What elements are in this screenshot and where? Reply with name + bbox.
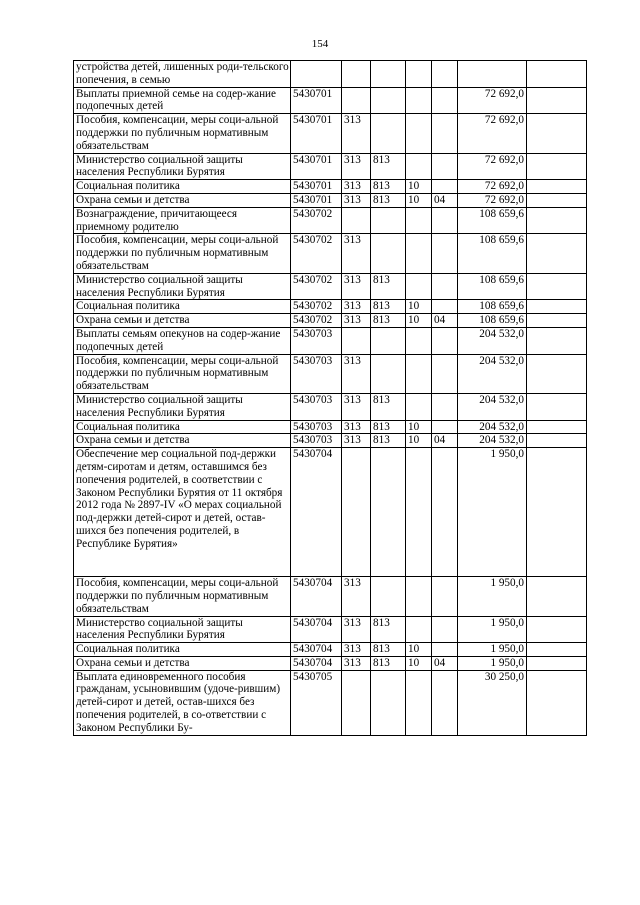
row-amount-cell [458,61,527,88]
row-name-cell: Министерство социальной защиты населения Республики Бурятия [74,393,291,420]
row-extra-cell [527,234,587,273]
row-name-cell: Социальная политика [74,300,291,314]
row-ministry-cell [371,327,406,354]
row-code-cell: 5430704 [291,577,342,616]
row-ministry-cell: 813 [371,180,406,194]
row-ministry-cell: 813 [371,273,406,300]
row-section-cell: 10 [406,420,432,434]
row-subsection-cell [432,273,458,300]
row-amount-cell: 30 250,0 [458,670,527,735]
row-name-cell: Министерство социальной защиты населения Республики Бурятия [74,273,291,300]
page-number: 154 [311,38,329,50]
row-type-cell [342,448,371,577]
row-type-cell [342,327,371,354]
row-subsection-cell [432,577,458,616]
row-subsection-cell [432,153,458,180]
row-ministry-cell: 813 [371,300,406,314]
row-extra-cell [527,434,587,448]
row-extra-cell [527,153,587,180]
row-amount-cell: 72 692,0 [458,180,527,194]
row-name-cell: Охрана семьи и детства [74,193,291,207]
row-code-cell: 5430703 [291,393,342,420]
row-type-cell [342,61,371,88]
row-extra-cell [527,193,587,207]
row-type-cell: 313 [342,300,371,314]
row-subsection-cell: 04 [432,656,458,670]
row-ministry-cell [371,670,406,735]
row-extra-cell [527,180,587,194]
row-code-cell: 5430703 [291,354,342,393]
row-ministry-cell [371,87,406,114]
row-extra-cell [527,577,587,616]
table-row [74,393,587,420]
row-name-cell: Выплаты приемной семье на содер-жание подопечных детей [74,87,291,114]
row-type-cell: 313 [342,656,371,670]
row-type-cell: 313 [342,577,371,616]
row-amount-cell: 204 532,0 [458,434,527,448]
row-extra-cell [527,300,587,314]
row-section-cell [406,393,432,420]
row-type-cell: 313 [342,234,371,273]
row-code-cell [291,61,342,88]
row-code-cell: 5430704 [291,448,342,577]
row-amount-cell: 72 692,0 [458,87,527,114]
table-row [74,234,587,273]
row-code-cell: 5430701 [291,114,342,153]
row-section-cell: 10 [406,193,432,207]
row-extra-cell [527,420,587,434]
row-name-cell: Охрана семьи и детства [74,656,291,670]
row-code-cell: 5430705 [291,670,342,735]
table-row [74,314,587,328]
row-section-cell [406,448,432,577]
row-name-cell: Министерство социальной защиты населения Республики Бурятия [74,153,291,180]
row-code-cell: 5430701 [291,87,342,114]
table-row [74,153,587,180]
table-row [74,656,587,670]
row-type-cell: 313 [342,643,371,657]
table-row [74,300,587,314]
row-ministry-cell: 813 [371,616,406,643]
row-name-cell: Охрана семьи и детства [74,434,291,448]
table-row [74,327,587,354]
row-type-cell: 313 [342,420,371,434]
row-section-cell [406,327,432,354]
row-code-cell: 5430701 [291,193,342,207]
row-type-cell [342,207,371,234]
row-extra-cell [527,643,587,657]
table-row [74,643,587,657]
row-subsection-cell: 04 [432,434,458,448]
row-amount-cell: 72 692,0 [458,114,527,153]
row-section-cell [406,61,432,88]
row-name-cell: Социальная политика [74,643,291,657]
row-code-cell: 5430702 [291,273,342,300]
table-row [74,114,587,153]
row-type-cell: 313 [342,180,371,194]
row-type-cell: 313 [342,273,371,300]
row-type-cell: 313 [342,616,371,643]
row-ministry-cell [371,577,406,616]
row-subsection-cell [432,327,458,354]
row-subsection-cell: 04 [432,193,458,207]
row-name-cell: Пособия, компенсации, меры соци-альной поддержки по публичным нормативным обязательствам [74,577,291,616]
row-subsection-cell [432,300,458,314]
row-subsection-cell [432,643,458,657]
row-section-cell [406,670,432,735]
table-row [74,180,587,194]
row-type-cell: 313 [342,114,371,153]
row-extra-cell [527,656,587,670]
row-section-cell [406,87,432,114]
row-extra-cell [527,273,587,300]
row-amount-cell: 1 950,0 [458,616,527,643]
row-section-cell [406,207,432,234]
row-code-cell: 5430704 [291,643,342,657]
row-amount-cell: 72 692,0 [458,193,527,207]
row-name-cell: Выплата единовременного пособия гражданам, усыновившим (удоче-рившим) детей-сирот и детей, остав-шихся без попечения родителей, в со-ответствии с Законом Республики Бу- [74,670,291,735]
row-ministry-cell: 813 [371,643,406,657]
row-extra-cell [527,61,587,88]
table-row [74,207,587,234]
row-extra-cell [527,114,587,153]
table-row [74,61,587,88]
row-section-cell [406,616,432,643]
row-section-cell: 10 [406,180,432,194]
row-name-cell: Обеспечение мер социальной под-держки детям-сиротам и детям, оставшимся без попечения родителей, в соответствии с Законом Республики Бурятия от 11 октября 2012 года № 2897-IV «О мерах социальной под-держки детей-сирот и детей, остав-шихся без попечения родителей, в Республике Бурятия» [74,448,291,577]
row-amount-cell: 108 659,6 [458,273,527,300]
row-name-cell: Пособия, компенсации, меры соци-альной поддержки по публичным нормативным обязательствам [74,354,291,393]
table-row [74,354,587,393]
row-name-cell: Вознаграждение, причитающееся приемному родителю [74,207,291,234]
row-ministry-cell: 813 [371,314,406,328]
row-section-cell [406,153,432,180]
row-section-cell [406,273,432,300]
row-amount-cell: 108 659,6 [458,314,527,328]
row-type-cell: 313 [342,193,371,207]
row-amount-cell: 1 950,0 [458,643,527,657]
row-amount-cell: 108 659,6 [458,300,527,314]
row-subsection-cell [432,616,458,643]
row-type-cell: 313 [342,314,371,328]
row-ministry-cell [371,448,406,577]
row-extra-cell [527,670,587,735]
row-code-cell: 5430704 [291,656,342,670]
row-amount-cell: 108 659,6 [458,207,527,234]
row-subsection-cell [432,670,458,735]
row-subsection-cell [432,234,458,273]
budget-table [73,60,587,736]
row-name-cell: Министерство социальной защиты населения Республики Бурятия [74,616,291,643]
row-extra-cell [527,616,587,643]
row-name-cell: Социальная политика [74,420,291,434]
row-code-cell: 5430703 [291,327,342,354]
row-subsection-cell [432,420,458,434]
row-section-cell: 10 [406,314,432,328]
row-section-cell: 10 [406,434,432,448]
table-row [74,273,587,300]
row-code-cell: 5430702 [291,207,342,234]
row-subsection-cell [432,180,458,194]
row-subsection-cell: 04 [432,314,458,328]
row-section-cell [406,234,432,273]
row-extra-cell [527,393,587,420]
row-code-cell: 5430701 [291,180,342,194]
table-row [74,448,587,577]
row-subsection-cell [432,61,458,88]
row-amount-cell: 72 692,0 [458,153,527,180]
row-subsection-cell [432,87,458,114]
row-ministry-cell [371,234,406,273]
row-name-cell: Охрана семьи и детства [74,314,291,328]
table-row [74,577,587,616]
row-amount-cell: 1 950,0 [458,656,527,670]
row-name-cell: Пособия, компенсации, меры соци-альной поддержки по публичным нормативным обязательствам [74,114,291,153]
row-extra-cell [527,314,587,328]
row-code-cell: 5430702 [291,314,342,328]
row-code-cell: 5430702 [291,234,342,273]
row-subsection-cell [432,207,458,234]
row-extra-cell [527,448,587,577]
row-subsection-cell [432,448,458,577]
table-body [74,61,587,736]
row-type-cell [342,87,371,114]
table-row [74,193,587,207]
row-name-cell: Выплаты семьям опекунов на содер-жание подопечных детей [74,327,291,354]
row-subsection-cell [432,114,458,153]
row-section-cell: 10 [406,656,432,670]
row-extra-cell [527,207,587,234]
row-section-cell: 10 [406,643,432,657]
row-ministry-cell: 813 [371,434,406,448]
row-ministry-cell: 813 [371,193,406,207]
row-ministry-cell [371,114,406,153]
row-code-cell: 5430703 [291,434,342,448]
row-ministry-cell: 813 [371,153,406,180]
row-code-cell: 5430703 [291,420,342,434]
row-code-cell: 5430701 [291,153,342,180]
row-type-cell: 313 [342,153,371,180]
row-extra-cell [527,354,587,393]
row-extra-cell [527,87,587,114]
table-row [74,434,587,448]
row-ministry-cell [371,354,406,393]
row-ministry-cell [371,207,406,234]
row-type-cell [342,670,371,735]
row-subsection-cell [432,393,458,420]
row-section-cell [406,114,432,153]
row-extra-cell [527,327,587,354]
row-amount-cell: 1 950,0 [458,577,527,616]
row-ministry-cell: 813 [371,420,406,434]
row-code-cell: 5430704 [291,616,342,643]
row-amount-cell: 204 532,0 [458,327,527,354]
row-ministry-cell: 813 [371,393,406,420]
row-section-cell: 10 [406,300,432,314]
row-amount-cell: 204 532,0 [458,393,527,420]
row-name-cell: Социальная политика [74,180,291,194]
row-ministry-cell [371,61,406,88]
row-amount-cell: 1 950,0 [458,448,527,577]
row-amount-cell: 204 532,0 [458,420,527,434]
row-ministry-cell: 813 [371,656,406,670]
row-code-cell: 5430702 [291,300,342,314]
table-row [74,420,587,434]
row-type-cell: 313 [342,354,371,393]
row-section-cell [406,354,432,393]
row-type-cell: 313 [342,434,371,448]
table-row [74,87,587,114]
table-row [74,616,587,643]
table-row [74,670,587,735]
row-amount-cell: 204 532,0 [458,354,527,393]
row-section-cell [406,577,432,616]
row-subsection-cell [432,354,458,393]
row-type-cell: 313 [342,393,371,420]
row-name-cell: устройства детей, лишенных роди-тельского попечения, в семью [74,61,291,88]
row-name-cell: Пособия, компенсации, меры соци-альной поддержки по публичным нормативным обязательствам [74,234,291,273]
row-amount-cell: 108 659,6 [458,234,527,273]
